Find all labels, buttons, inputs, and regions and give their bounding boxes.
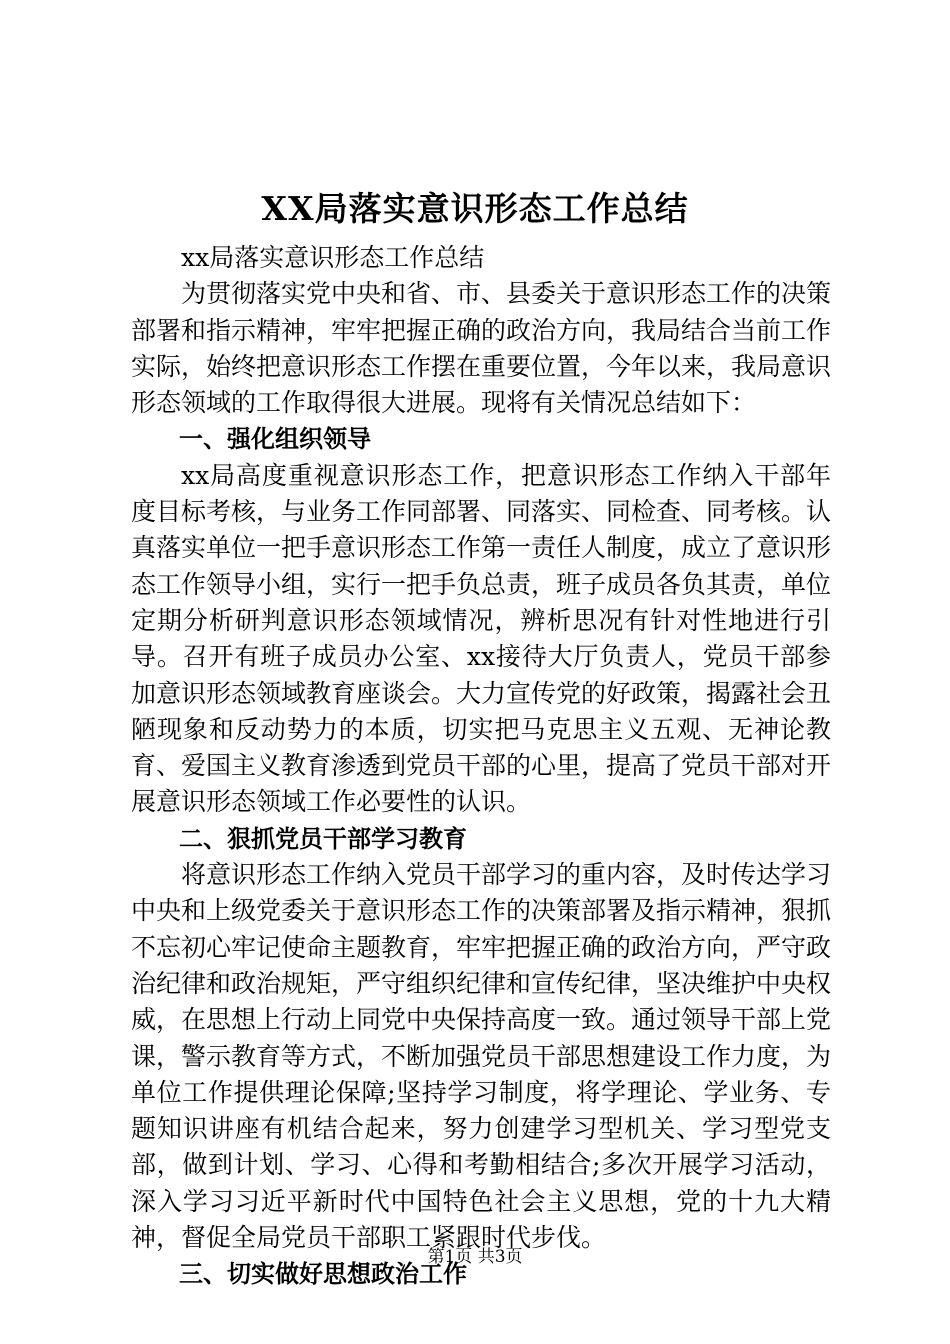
document-body <box>131 240 831 1293</box>
document-title: XX局落实意识形态工作总结 <box>261 189 689 228</box>
section-heading-3: 三、切实做好思想政治工作 <box>179 1260 467 1289</box>
section-heading-2: 二、狠抓党员干部学习教育 <box>179 824 467 853</box>
subtitle-paragraph: xx局落实意识形态工作总结 <box>181 243 485 272</box>
intro-paragraph: 为贯彻落实党中央和省、市、县委关于意识形态工作的决策部署和指示精神，牢牢把握正确的政治方向，我局结合当前工作实际，始终把意识形态工作摆在重要位置，今年以来，我局意识形态领域的工作取得很大进展。现将有关情况总结如下： <box>131 279 832 418</box>
section-body-1: xx局高度重视意识形态工作，把意识形态工作纳入干部年度目标考核，与业务工作同部署、同落实、同检查、同考核。认真落实单位一把手意识形态工作第一责任人制度，成立了意识形态工作领导小组，实行一把手负总责，班子成员各负其责，单位定期分析研判意识形态领域情况，辨析思况有针对性地进行引导。召开有班子成员办公室、xx接待大厅负责人，党员干部参加意识形态领域教育座谈会。大力宣传党的好政策，揭露社会丑陋现象和反动势力的本质，切实把马克思主义五观、无神论教育、爱国主义教育渗透到党员干部的心里，提高了党员干部对开展意识形态领域工作必要性的认识。 <box>131 460 832 817</box>
section-body-2: 将意识形态工作纳入党员干部学习的重内容，及时传达学习中央和上级党委关于意识形态工作的决策部署及指示精神，狠抓不忘初心牢记使命主题教育，牢牢把握正确的政治方向，严守政治纪律和政治规矩，严守组织纪律和宣传纪律，坚决维护中央权威，在思想上行动上同党中央保持高度一致。通过领导干部上党课，警示教育等方式，不断加强党员干部思想建设工作力度，为单位工作提供理论保障;坚持学习制度，将学理论、学业务、专题知识讲座有机结合起来，努力创建学习型机关、学习型党支部，做到计划、学习、心得和考勤相结合;多次开展学习活动，深入学习习近平新时代中国特色社会主义思想，党的十九大精神，督促全局党员干部职工紧跟时代步伐。 <box>131 860 832 1253</box>
page-number-footer: 第1页 共3页 <box>427 1247 523 1267</box>
section-heading-1: 一、强化组织领导 <box>179 425 371 454</box>
